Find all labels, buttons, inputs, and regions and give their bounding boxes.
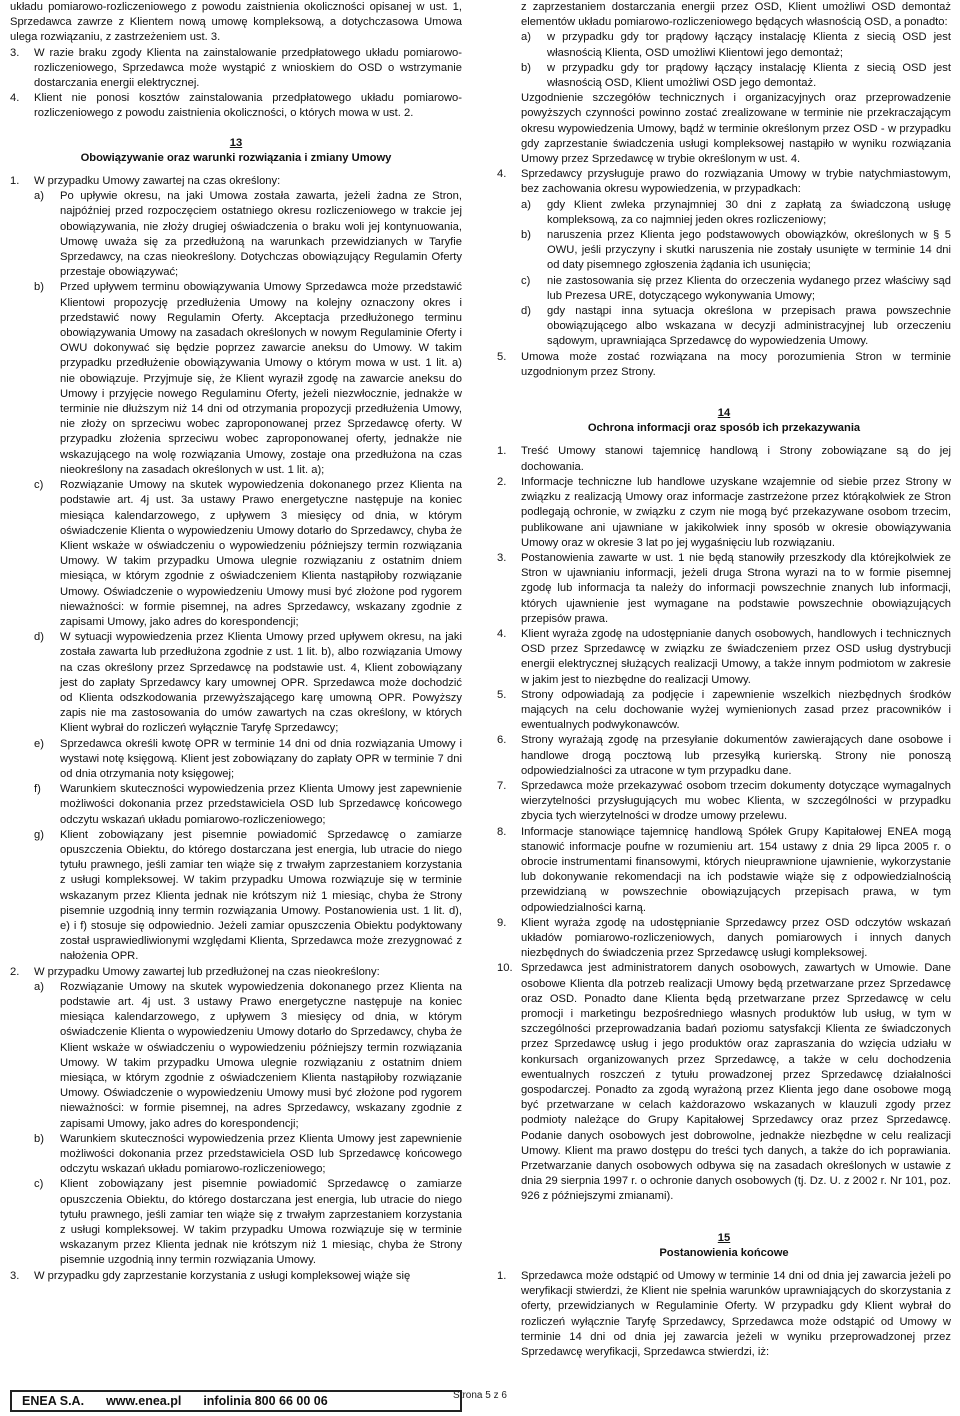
company-name: ENEA S.A. [22, 1394, 85, 1408]
item-number: 4. [497, 168, 507, 181]
item-title: W przypadku Umowy zawartej na czas określony: [34, 175, 281, 188]
hotline-number: infolinia 800 66 00 06 [203, 1394, 328, 1408]
numbered-item [497, 961, 951, 1204]
item-body [34, 965, 462, 1269]
item-text: Klient nie ponosi kosztów zainstalowania przedpłatowego układu pomiarowo-rozliczeniowego z powodu zaistnienia okoliczności, o których mowa w ust. 2. [34, 92, 462, 120]
page-number: Strona 5 z 6 [453, 1390, 507, 1401]
left-column [10, 0, 462, 1284]
subitem-letter: c) [521, 274, 531, 287]
section-15-items [497, 1269, 951, 1360]
numbered-item [497, 825, 951, 916]
section-13-item-5 [497, 350, 951, 380]
item-title: W przypadku Umowy zawartej lub przedłużonej na czas nieokreślony: [34, 965, 380, 978]
item-title: Sprzedawcy przysługuje prawo do rozwiązania Umowy w trybie natychmiastowym, bez zachowania okresu wypowiedzenia, w przypadkach: [521, 168, 951, 196]
subitem [34, 280, 462, 478]
subitems [34, 980, 462, 1269]
subitem-letter: g) [34, 828, 44, 841]
item-number: 1. [10, 175, 20, 188]
subitems [521, 30, 951, 91]
item-number: 5. [497, 350, 507, 363]
section-15-title: Postanowienia końcowe [659, 1246, 789, 1259]
subitem [34, 478, 462, 630]
section-14-number: 14 [717, 407, 731, 420]
item-number: 4. [10, 92, 20, 105]
item-number: 2. [497, 475, 507, 488]
subitem [521, 274, 951, 304]
section-13-item-4 [497, 167, 951, 349]
numbered-item [497, 475, 951, 551]
subitem [521, 304, 951, 350]
numbered-item [10, 91, 462, 121]
subitem-letter: b) [34, 281, 44, 294]
numbered-item [497, 779, 951, 825]
subitem [521, 61, 951, 91]
section-14-items [497, 444, 951, 1204]
subitem [521, 228, 951, 274]
subitem-text: Rozwiązanie Umowy na skutek wypowiedzenia dokonanego przez Klienta na podstawie art. 4j ust. 3a ustawy Prawo energetyczne następuje na koniec miesiąca kalendarzowego, z upływem 3 miesięcy od dnia, w którym oświadczenie Klienta o wypowiedzeniu Umowy dotarło do Sprzedawcy, chyba że Klient wskaże w oświadczeniu o wypowiedzeniu późniejszy termin rozwiązania Umowy. W takim przypadku Umowa ulegnie rozwiązaniu z ostatnim dniem miesiąca, w którym zgodnie z oświadczeniem Klienta nastąpiłoby rozwiązanie Umowy. Oświadczenie o wypowiedzeniu Umowy musi być złożone pod rygorem nieważności: w formie pisemnej, na adres Sprzedawcy, wskazany zgodnie z zapisami Umowy, jako adres do korespondencji; [60, 479, 462, 628]
item-number: 3. [10, 1269, 20, 1282]
item-text: Sprzedawca może odstąpić od Umowy w terminie 14 dni od dnia jej zawarcia jeżeli po weryfikacji stwierdzi, że Klient nie spełnia warunków uprawniających do skorzystania z oferty, przewidzianych w Regulaminie Oferty. W przypadku gdy Klient wybrał do rozliczeń wyłącznie Taryfę Sprzedawcy, Sprzedawca może odstąpić od Umowy w terminie 14 dni od dnia jej zawarcia jeżeli w wyniku przeprowadzonej przez Sprzedawcę weryfikacji, Sprzedawca stwierdzi, iż: [521, 1270, 951, 1359]
subitem-text: gdy Klient zwleka przynajmniej 30 dni z zapłatą za świadczoną usługę kompleksową, za co najmniej jeden okres rozliczeniowy; [547, 198, 951, 226]
item-number: 7. [497, 779, 507, 792]
item-text: Sprzedawca jest administratorem danych osobowych, zawartych w Umowie. Dane osobowe Klienta dla potrzeb realizacji Umowy będą przetwarzane przez Sprzedawcę oraz OSD. Ponadto dane Klienta będą przetwarzane przez Sprzedawcę w celu promocji i marketingu bezpośredniego własnych produktów lub usług, w tym w szczególności przeprowadzania badań poziomu satysfakcji Klienta ze świadczonych przez Sprzedawcę usług i jego produktów oraz zapraszania do wzięcia udziału w konkursach organizowanych przez Sprzedawcę, a także w celu dochodzenia ewentualnych roszczeń z tytułu prowadzonej przez Sprzedawcę działalności gospodarczej. Ponadto za zgodą wyrażoną przez Klienta jego dane osobowe mogą być przetwarzane w celach każdorazowo wskazanych w klauzuli zgody przez podmioty należące do Grupy Kapitałowej Sprzedawcy oraz przez Sprzedawcę. Podanie danych osobowych jest dobrowolne, jednakże niezbędne w celu realizacji Umowy. Klient ma prawo dostępu do treści tych danych, a także do ich poprawiania. Przetwarzanie danych osobowych odbywa się na zasadach określonych w ustawie z dnia 29 sierpnia 1997 r. o ochronie danych osobowych (tj. Dz. U. z 2002 r. Nr 101, poz. 926 z późniejszymi zmianami). [521, 962, 951, 1203]
item-text: Klient wyraża zgodę na udostępnianie Sprzedawcy przez OSD odczytów wskazań układów pomiarowo-rozliczeniowych, danych pomiarowych i innych danych niezbędnych do świadczenia przez Sprzedawcę usługi kompleksowej. [521, 916, 951, 960]
section-15-heading [497, 1231, 951, 1261]
subitem [34, 980, 462, 1132]
subitem-letter: f) [34, 783, 41, 796]
subitem-letter: a) [521, 198, 531, 211]
section-13-item-2 [10, 965, 462, 1269]
subitem-text: gdy nastąpi inna sytuacja określona w przepisach prawa powszechnie obowiązującego albo wskazana w decyzji administracyjnej lub orzeczeniu sądowym, uprawniająca Sprzedawcę do wypowiedzenia Umowy. [547, 305, 951, 348]
section-13-item-1 [10, 174, 462, 965]
continuation-text-2: Uzgodnienie szczegółów technicznych i organizacyjnych oraz przeprowadzenie powyższych czynności powinno zostać zrealizowane w terminie nie przekraczającym okresu wypowiedzenia Umowy, bądź w terminie określonym przez OSD - w przypadku gdy zaprzestanie świadczenia usługi kompleksowej nastąpiło w wyniku rozwiązania Umowy przez Sprzedawcę w trybie określonym w ust. 4. [521, 92, 951, 166]
numbered-item [497, 1269, 951, 1360]
subitem-text: Warunkiem skuteczności wypowiedzenia przez Klienta Umowy jest zapewnienie możliwości dokonania przez przedstawiciela OSD lub Sprzedawcę końcowego odczytu wskazań układu pomiarowo-rozliczeniowego; [60, 783, 462, 826]
footer-bar [10, 1390, 462, 1412]
right-continuation [497, 0, 951, 167]
subitem-letter: c) [34, 479, 44, 492]
subitem [34, 630, 462, 736]
subitem [34, 737, 462, 783]
section-13-number: 13 [229, 136, 243, 149]
item-body: Umowa może zostać rozwiązana na mocy porozumienia Stron w terminie uzgodnionym przez Strony. [521, 350, 951, 378]
subitem [521, 198, 951, 228]
numbered-item [497, 688, 951, 734]
numbered-item [497, 627, 951, 688]
item-number: 8. [497, 825, 507, 838]
continuation-paragraph: układu pomiarowo-rozliczeniowego z powodu zaistnienia okoliczności opisanej w ust. 1, Sprzedawca zawrze z Klientem nową umowę kompleksową, a dotychczasowa Umowa ulega rozwiązaniu, z zastrzeżeniem ust. 3. [10, 1, 462, 44]
item-text: Klient wyraża zgodę na udostępnianie danych osobowych, handlowych i technicznych OSD przez Sprzedawcę w związku ze świadczeniem przez OSD usług dystrybucji energii elektrycznej służących realizacji Umowy, a także innym podmiotom w zakresie w jakim jest to niezbędne do realizacji Umowy. [521, 627, 951, 686]
item-text: Strony odpowiadają za podjęcie i zapewnienie wszelkich niezbędnych środków mających na celu dochowanie wyżej wymienionych zasad przez pracowników i ewentualnych podwykonawców. [521, 688, 951, 732]
item-number: 2. [10, 965, 20, 978]
subitem-text: w przypadku gdy tor prądowy łączący instalację Klienta z siecią OSD jest własnością Klienta, OSD umożliwi Klientowi jego demontaż; [547, 31, 951, 59]
item-body [34, 174, 462, 965]
right-column [497, 0, 951, 1360]
item-text: Strony wyrażają zgodę na przesyłanie dokumentów zawierających dane osobowe i handlowe drogą pocztową lub przesyłką kurierską. Strony nie ponoszą odpowiedzialności za utracone w tym przypadku dane. [521, 734, 951, 777]
section-14-title: Ochrona informacji oraz sposób ich przekazywania [587, 422, 861, 435]
subitems [34, 189, 462, 964]
item-text: Informacje techniczne lub handlowe uzyskane wzajemnie od siebie przez Strony w związku z realizacją Umowy oraz informacje zastrzeżone przez którąkolwiek ze Stron podlegają ochronie, w związku z czym nie mogą być przekazywane osobom trzecim, publikowane ani ujawniane w jakikolwiek inny sposób w okresie obowiązywania Umowy oraz w okresie 3 lat po jej wygaśnięciu lub rozwiązaniu. [521, 475, 951, 549]
subitem-text: Warunkiem skuteczności wypowiedzenia przez Klienta Umowy jest zapewnienie możliwości dokonania przez przedstawiciela OSD lub Sprzedawcę końcowego odczytu wskazań układu pomiarowo-rozliczeniowego; [60, 1132, 462, 1176]
subitem-text: Przed upływem terminu obowiązywania Umowy Sprzedawca może przedstawić Klientowi propozycję przedłużenia Umowy na kolejny oznaczony okres i przedstawić nowy Regulamin Oferty. Akceptacja przedłużonego terminu obowiązywania Umowy na zasadach określonych w nowym Regulaminie Oferty i OWU dokonywać się będzie poprzez zawarcie aneksu do Umowy. W takim przypadku przedłużenie obowiązywania Umowy o którym mowa w ust. 1 lit. a) nie obowiązuje. Przyjmuje się, że Klient wyraził zgodę na zawarcie aneksu do Umowy i przyjęcie nowego Regulaminu Oferty, jeżeli niezwłocznie, jednakże w terminie nie dłuższym niż 14 dni od otrzymania propozycji przedłużenia Umowy, nie złoży on sprzeciwu wobec zaproponowanej przez Sprzedawcę oferty. W przypadku złożenia sprzeciwu wobec zaproponowanej oferty, jednakże nie wskazującego na wolę rozwiązania Umowy, zostaje ona przedłużona na czas nieokreślony na zasadach określonych w ust. 1 lit. a); [60, 281, 462, 476]
subitem-letter: b) [521, 229, 531, 242]
subitem [34, 782, 462, 828]
subitem-text: Sprzedawca określi kwotę OPR w terminie 14 dni od dnia rozwiązania Umowy i wystawi notę księgową. Klient jest zobowiązany do zapłaty OPR w terminie 7 dni od dnia otrzymania noty księgowej; [60, 737, 462, 780]
numbered-item [497, 444, 951, 474]
subitem-letter: c) [34, 1178, 44, 1191]
subitem [34, 189, 462, 280]
subitem [521, 30, 951, 60]
subitem-text: w przypadku gdy tor prądowy łączący instalację Klienta z siecią OSD jest własnością OSD, Klient umożliwi OSD jego demontaż. [547, 61, 951, 90]
item-text: Informacje stanowiące tajemnicę handlową Spółek Grupy Kapitałowej ENEA mogą stanowić informacje poufne w rozumieniu art. 154 ustawy z dnia 29 lipca 2005 r. o obrocie instrumentami finansowymi, których nieuprawnione ujawnienie, wykorzystanie lub dokonywanie rekomendacji na ich podstawie wiąże się z odpowiedzialnością przewidzianą w powszechnie obowiązujących przepisach prawa, w tym odpowiedzialności karną. [521, 825, 951, 914]
subitem-letter: b) [521, 61, 531, 74]
item-number: 4. [497, 627, 507, 640]
subitems [521, 198, 951, 350]
numbered-item [497, 916, 951, 962]
item-number: 1. [497, 1270, 507, 1283]
subitem-text: Rozwiązanie Umowy na skutek wypowiedzenia dokonanego przez Klienta na podstawie art. 4j ust. 3 ustawy Prawo energetyczne następuje na koniec miesiąca kalendarzowego, z upływem 3 miesięcy od dnia, w którym oświadczenie Klienta o wypowiedzeniu Umowy dotarło do Sprzedawcy, chyba że Klient wskaże w oświadczeniu o wypowiedzeniu późniejszy termin rozwiązania Umowy. W takim przypadku Umowa ulegnie rozwiązaniu z ostatnim dniem miesiąca, w którym zgodnie z oświadczeniem Klienta nastąpiłoby rozwiązanie Umowy. Oświadczenie o wypowiedzeniu Umowy musi być złożone pod rygorem nieważności: w formie pisemnej, na adres Sprzedawcy, wskazany zgodnie z zapisami Umowy, jako adres do korespondencji; [60, 980, 462, 1130]
item-body [521, 167, 951, 349]
subitem-letter: e) [34, 737, 44, 750]
subitem-text: nie zastosowania się przez Klienta do orzeczenia wydanego przez właściwy sąd lub Prezesa URE, dotyczącego wykonywania Umowy; [547, 274, 951, 302]
subitem-text: naruszenia przez Klienta jego podstawowych obowiązków, określonych w § 5 OWU, jeśli przyczyny i skutki naruszenia nie zostały usunięte w terminie 14 dni od daty pisemnego zgłoszenia żądania ich usunięcia; [547, 229, 951, 272]
section-13-title: Obowiązywanie oraz warunki rozwiązania i zmiany Umowy [80, 151, 392, 164]
item-text: Sprzedawca może przekazywać osobom trzecim dokumenty dotyczące wymagalnych wierzytelności przysługujących mu wobec Klienta, w szczególności w przypadku zbycia tych wierzytelności w drodze umowy przelewu. [521, 779, 951, 823]
subitem-letter: a) [34, 980, 44, 993]
subitem-letter: a) [34, 190, 44, 203]
section-13-heading [10, 136, 462, 166]
subitem-text: Klient zobowiązany jest pisemnie powiadomić Sprzedawcę o zamiarze opuszczenia Obiektu, do którego dostarczana jest energia, lub utracie do niego tytułu prawnego, jeśli zamiar ten wiąże się z trwałym zaprzestaniem korzystania z usługi kompleksowej. W takim przypadku Umowa rozwiązuje się w terminie wskazanym przez Klienta jednak nie krótszym niż 1 miesiąc, chyba że Strony pisemnie uzgodnią inny termin rozwiązania Umowy. Postanowienia ust. 1 lit. d), e) i f) stosuje się odpowiednio. Jeżeli zamiar opuszczenia Obiektu podyktowany został usprawiedliwionymi względami Klienta, Sprzedawca może zrezygnować z nałożenia OPR. [60, 828, 462, 963]
subitem-letter: a) [521, 31, 531, 44]
item-number: 10. [497, 962, 513, 975]
subitem-letter: d) [521, 305, 531, 318]
item-text: W razie braku zgody Klienta na zainstalowanie przedpłatowego układu pomiarowo-rozliczeniowego, Sprzedawca może wystąpić z wnioskiem do OSD o wstrzymanie dostarczania energii elektrycznej. [34, 46, 462, 90]
section-14-heading [497, 406, 951, 436]
subitem-text: Klient zobowiązany jest pisemnie powiadomić Sprzedawcę o zamiarze opuszczenia Obiektu, do którego dostarczana jest energia, lub utracie do niego tytułu prawnego, jeśli zamiar ten wiąże się z trwałym zaprzestaniem korzystania z usługi kompleksowej. W takim przypadku Umowa rozwiązuje się w terminie wskazanym przez Klienta jednak nie krótszym niż 1 miesiąc, chyba że Strony pisemnie uzgodnią inny termin rozwiązania Umowy. [60, 1178, 462, 1267]
section-15-number: 15 [717, 1231, 731, 1244]
subitem-text: Po upływie okresu, na jaki Umowa została zawarta, jeżeli żadna ze Stron, najpóźniej przed rozpoczęciem ostatniego okresu rozliczeniowego w trakcie jej obowiązywania, nie złoży drugiej oświadczenia o braku woli jej kontynuowania, Umowę uważa się za przedłużoną na warunkach przewidzianych w Taryfie Sprzedawcy, na czas nieokreślony. Dotychczas obowiązujący Regulamin Oferty przestaje obowiązywać; [60, 190, 462, 279]
item-number: 9. [497, 916, 507, 929]
subitem [34, 1132, 462, 1178]
item-body: W przypadku gdy zaprzestanie korzystania z usługi kompleksowej wiąże się [34, 1269, 411, 1282]
item-number: 5. [497, 688, 507, 701]
item-number: 3. [497, 551, 507, 564]
numbered-item [497, 733, 951, 779]
numbered-item [497, 551, 951, 627]
website-link[interactable]: www.enea.pl [106, 1394, 182, 1408]
item-text: Treść Umowy stanowi tajemnicę handlową i Strony zobowiązane są do jej dochowania. [521, 445, 951, 473]
continuation-text: z zaprzestaniem dostarczania energii przez OSD, Klient umożliwi OSD demontaż elementów układu pomiarowo-rozliczeniowego będących własnością OSD, a ponadto: [521, 1, 951, 29]
item-text: Postanowienia zawarte w ust. 1 nie będą stanowiły przeszkody dla którejkolwiek ze Stron w ujawnianiu informacji, jeżeli druga Strona wyrazi na to w formie pisemnej zgodę lub informacja ta należy do informacji powszechnie znanych lub informacji, których ujawnienie jest wymagane na podstawie powszechnie obowiązujących przepisów prawa. [521, 551, 951, 625]
subitem [34, 828, 462, 965]
item-number: 3. [10, 46, 20, 59]
item-number: 6. [497, 734, 507, 747]
item-number: 1. [497, 445, 507, 458]
subitem-text: W sytuacji wypowiedzenia przez Klienta Umowy przed upływem okresu, na jaki została zawarta lub przedłużona zgodnie z ust. 1 lit. b), albo rozwiązania Umowy na czas określony przez Sprzedawcę na podstawie ust. 4, Klient zobowiązany jest do zapłaty Sprzedawcy kary umownej OPR. Sprzedawca może dochodzić od Klienta odszkodowania przewyższającego karę umowną OPR. Powyższy zapis nie ma zastosowania do umów zawartych na czas określony, w których Klient wybrał do rozliczeń wyłącznie Taryfę Sprzedawcy; [60, 631, 462, 735]
subitem-letter: b) [34, 1132, 44, 1145]
numbered-item [10, 46, 462, 92]
subitem-letter: d) [34, 631, 44, 644]
section-13-item-3 [10, 1269, 462, 1284]
subitem [34, 1177, 462, 1268]
left-items-before [10, 46, 462, 122]
